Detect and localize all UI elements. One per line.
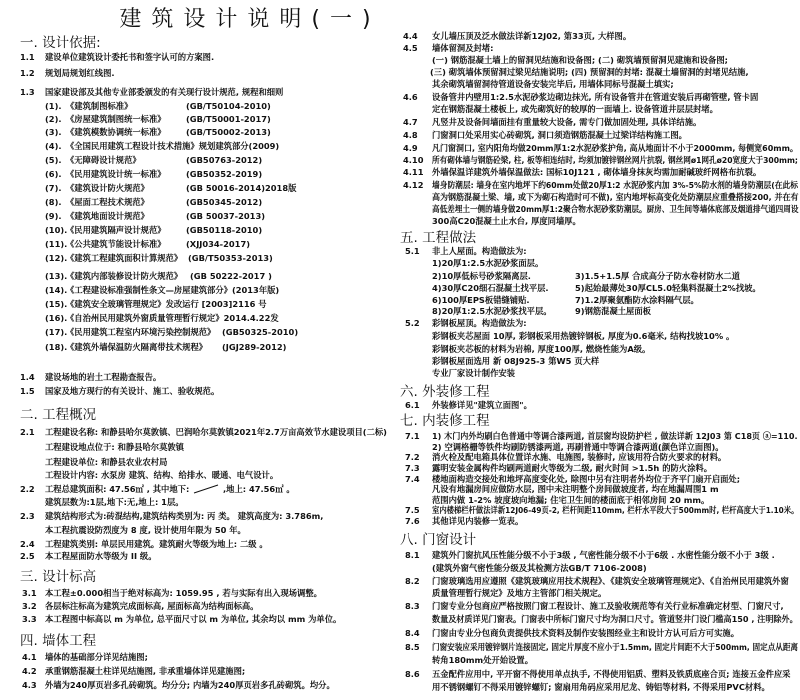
section-heading: 三. 设计标高 [20, 569, 97, 585]
page-title: 建筑设计说明(一) [119, 7, 381, 32]
item-text: 300高C20混凝土止水台, 厚度同墙厚。 [432, 216, 581, 226]
item-number: 7.5 [405, 505, 420, 515]
item-text: (一) 钢筋混凝土墙上的留洞见结施和设备图; (二) 砌筑墙预留洞见建施和设备图; [432, 55, 728, 65]
reference-code: (GB50118-2010) [186, 225, 263, 235]
section-heading: 二. 工程概况 [20, 407, 97, 423]
item-number: 4.11 [403, 167, 424, 177]
reference-number: (12). [45, 253, 68, 263]
item-text: 露明安装金属构件均刷两道耐火等级为二级, 耐火时间 >1.5h 的防火涂料。 [432, 463, 712, 473]
item-number: 3.3 [22, 614, 37, 624]
reference-name: 《公共建筑节能设计标准》 [66, 239, 166, 249]
item-text: (三) 砌筑墙体预留洞过梁见结施说明; (四) 预留洞的封堵: 混凝土墙留洞的封堵见结施, [430, 67, 749, 77]
item-text: 本工程抗震设防烈度为 8 度, 设计使用年限为 50 年。 [45, 525, 246, 535]
item-text: 门窗玻璃选用应遵照《建筑玻璃应用技术规程》、《建筑安全玻璃管理规定》、《自治州民用建筑外窗 [432, 576, 789, 586]
reference-name: 《自治州民用建筑外窗质量管理暂行规定》2014.4.22发 [66, 313, 279, 323]
section-heading: 一. 设计依据: [20, 35, 101, 51]
section-heading: 四. 墙体工程 [20, 633, 97, 649]
item-text: 高为钢筋混凝土梁、墙, 或下为砌石构造时可不做), 室内地坪标高变化处防潮层应重叠搭接200, 并在有 [432, 192, 799, 202]
item-text: 凡设有地漏房间应做防水层, 图中未注明整个房间做坡度者, 均在地漏周围1 m [432, 484, 719, 494]
item-number: 8.2 [405, 576, 420, 586]
reference-number: (5). [45, 155, 62, 165]
reference-code: (XJJ034-2017) [186, 239, 251, 249]
item-text: 室内楼梯栏杆做法详新12J06-49页-2, 栏杆间距110mm, 栏杆水平段大于500mm时, 栏杆高度大于1.10米。 [432, 505, 799, 515]
reference-name: 《民用建筑设计统一标准》 [66, 169, 166, 179]
item-number: 2.5 [20, 551, 35, 561]
reference-name: 《工程建设标准强制性条文—房屋建筑部分》(2013年版) [66, 285, 280, 295]
item-number: 4.3 [22, 680, 37, 690]
reference-number: (3). [45, 127, 62, 137]
item-number: 7.2 [405, 452, 420, 462]
item-number: 6.1 [405, 400, 420, 410]
item-text: 彩钢板夹芯板的材料为岩棉, 厚度100厚, 燃烧性能为A级。 [432, 344, 651, 354]
item-text: 数量及材质详见门窗表。门窗表中所标门窗尺寸均为洞口尺寸。管道竖井门设门槛高150 , 注明除外。 [432, 614, 798, 624]
reference-name: 《房屋建筑制图统一标准》 [66, 114, 166, 124]
reference-name: 《建筑模数协调统一标准》 [66, 127, 166, 137]
reference-code: (GB/T50002-2013) [186, 127, 271, 137]
item-text: 建筑结构形式为:砖混结构,建筑结构类别为: 丙 类。 建筑高度为: 3.786m, [45, 511, 324, 521]
reference-name: 《无障碍设计规范》 [66, 155, 141, 165]
reference-name: 《屋面工程技术规范》 [66, 197, 149, 207]
reference-number: (16). [45, 313, 68, 323]
item-text: (建筑外窗气密性能分级及其检测方法GB/T 7106-2008) [432, 563, 647, 573]
reference-name: 《建筑内部装修设计防火规范》 [66, 271, 183, 281]
reference-name: 《建筑安全玻璃管理规定》发改运行 [2003]2116 号 [66, 299, 267, 309]
item-text: 所有砌体墙与钢筋砼梁, 柱, 板等相连结时, 均须加镀锌钢丝网片抗裂, 钢丝网ø1网孔ø20宽度大于300mm; [432, 155, 798, 165]
item-text: 工程建设名称: 和静县哈尔莫敦镇、巴润哈尔莫敦镇2021年2.7万亩高效节水建设项目(二标) [45, 427, 387, 437]
reference-name: 《建筑制图标准》 [66, 101, 133, 111]
reference-number: (7). [45, 183, 62, 193]
item-number: 7.3 [405, 463, 420, 473]
construction-layer: 8)20厚1:2.5水泥砂浆找平层。 [432, 306, 552, 316]
item-text: 建设单位建筑设计委托书和签字认可的方案图. [45, 52, 215, 62]
item-text: 外装修详见"建筑立面图"。 [432, 400, 532, 410]
item-text: 规划局规划红线图. [45, 68, 115, 78]
item-number: 4.9 [403, 143, 418, 153]
item-number: 2.3 [20, 511, 35, 521]
item-number: 1.5 [20, 386, 35, 396]
none-slash-mark [193, 484, 219, 494]
item-text: 墙身防潮层: 墙身在室内地坪下约60mm处做20厚1:2 水泥砂浆内加 3%-5%防水剂的墙身防潮层(在此标 [432, 180, 798, 190]
item-text: 门窗专业分包商应严格按照门窗工程设计、施工及验收规范等有关行业标准确定材型、门窗尺寸, [432, 601, 784, 611]
reference-number: (17). [45, 327, 68, 337]
item-number: 1.4 [20, 372, 35, 382]
reference-number: (2). [45, 114, 62, 124]
item-number: 1.3 [20, 87, 35, 97]
reference-code: (GB50763-2012) [186, 155, 263, 165]
reference-code: (GB50325-2010) [222, 327, 299, 337]
reference-number: (11). [45, 239, 68, 249]
item-number: 8.5 [405, 642, 420, 652]
item-text: 1) 木门内外均刷白色普通中等调合漆两道, 首层窗均设防护栏 , 做法详新 12J03 第 C18页 ⓐ=110. [432, 431, 798, 441]
item-number: 2.2 [20, 484, 35, 494]
item-number: 4.12 [403, 180, 424, 190]
construction-layer: 7)1.2厚聚氨酯防水涂料隔气层。 [575, 295, 699, 305]
item-text: 门窗洞口处采用实心砖砌筑, 洞口须造钢筋混凝土过梁详结构施工图。 [432, 130, 687, 140]
reference-name: 《建筑设计防火规范》 [66, 183, 149, 193]
item-text: 范围内做 1-2% 坡度坡向地漏; 住宅卫生间的楼面底于相邻房间 20 mm。 [432, 495, 710, 505]
item-number: 3.2 [22, 601, 37, 611]
item-text: 建筑层数为:1层,地下:无,地上: 1层。 [45, 497, 184, 507]
item-number: 5.1 [405, 246, 420, 256]
item-text: 设备管井内壁用1:2.5水泥砂浆边砌边抹光, 所有设备管井在管道安装后再砌管壁, 管卡固 [432, 92, 759, 102]
item-text: 门窗由专业分包商负责提供技术资料及制作安装图经业主和设计方认可后方可实施。 [432, 628, 739, 638]
item-text: 高低差埋土一侧的墙身做20mm厚1:2聚合物水泥砂浆防潮层。厨房、卫生间等墙体底部及烟道排气道四周设 [432, 204, 799, 214]
item-text: 国家建设部及其他专业部委颁发的有关现行设计规范, 规程和细则 [45, 87, 284, 97]
item-number: 4.1 [22, 652, 37, 662]
construction-layer: 9)钢筋混凝土屋面板 [575, 306, 651, 316]
item-text: ,地上: 47.56㎡ 。 [223, 484, 295, 494]
item-text: 用不锈钢螺钉不得采用镀锌螺钉; 窗扇用角码应采用尼龙、铸铝等材料, 不得采用PVC材料。 [432, 682, 770, 692]
item-number: 2.1 [20, 427, 35, 437]
reference-name: 《建筑外墙保温防火隔离带技术规程》 [66, 342, 208, 352]
reference-name: 《民用建筑工程室内环境污染控制规范》 [66, 327, 216, 337]
item-text: 凡竖井及设备间墙面挂有重量较大设备, 需专门做加固处理, 具体详结施。 [432, 117, 702, 127]
item-text: 承重钢筋混凝土柱详见结施图, 非承重墙体详见建施图; [45, 666, 246, 676]
item-number: 4.6 [403, 92, 418, 102]
reference-number: (4). [45, 141, 62, 151]
reference-number: (14). [45, 285, 68, 295]
item-text: 转角180mm处开始设置。 [432, 655, 533, 665]
reference-code: (GB 50016-2014)2018版 [186, 183, 297, 193]
section-heading: 六. 外装修工程 [400, 384, 490, 400]
item-text: 建设场地的岩土工程勘查报告。 [45, 372, 162, 382]
item-text: 其余砌筑墙留洞待管道设备安装完毕后, 用墙体同标号混凝土填实; [432, 79, 674, 89]
reference-number: (15). [45, 299, 68, 309]
reference-code: (GB 50037-2013) [186, 211, 266, 221]
item-text: 工程总建筑面积: 47.56㎡ , 其中地下: [45, 484, 190, 494]
item-text: 彩钢板夹芯屋面 10厚, 彩钢板采用热镀锌钢板, 厚度为0.6毫米, 结构找坡10% 。 [432, 331, 735, 341]
item-number: 7.4 [405, 474, 420, 484]
item-text: 外墙为240厚页岩多孔砖砌筑。均分分; 内墙为240厚页岩多孔砖砌筑。均分。 [45, 680, 335, 690]
item-number: 4.8 [403, 130, 418, 140]
reference-number: (13). [45, 271, 68, 281]
item-text: 墙体的基础部分详见结施图; [45, 652, 148, 662]
item-text: 质量管理暂行规定》及地方主管部门相关规定。 [432, 588, 607, 598]
item-text: 本工程图中标高以 m 为单位, 总平面尺寸以 m 为单位, 其余均以 mm 为单位。 [45, 614, 342, 624]
item-text: 五金配件应用中, 平开窗不得使用单点执手, 不得使用铝质、塑料及铁质底座合页; 连接五金件应采 [432, 669, 791, 679]
construction-layer: 2)10厚低标号砂浆隔离层. [432, 271, 531, 281]
reference-code: (GB/T50001-2017) [186, 114, 271, 124]
reference-name: 《民用建筑隔声设计规范》 [66, 225, 166, 235]
reference-number: (6). [45, 169, 62, 179]
reference-name: 《建筑工程建筑面积计算规范》 [66, 253, 183, 263]
item-number: 8.1 [405, 550, 420, 560]
item-number: 4.7 [403, 117, 418, 127]
item-text: 楼地面构造交接处和地坪高度变化处, 除图中另有注明者外均位于齐平门扇开启面处; [432, 474, 741, 484]
reference-code: (GB50352-2019) [186, 169, 263, 179]
item-number: 5.2 [405, 318, 420, 328]
construction-layer: 4)30厚C20细石混凝土找平层. [432, 283, 549, 293]
item-number: 1.1 [20, 52, 35, 62]
item-text: 非上人屋面。构造做法为: [432, 246, 527, 256]
reference-number: (8). [45, 197, 62, 207]
item-number: 4.5 [403, 43, 418, 53]
item-text: 本工程屋面防水等级为 II 级。 [45, 551, 157, 561]
item-text: 建筑外门窗抗风压性能分级不小于3级 , 气密性能分级不小于6级 . 水密性能分级不小于 3级 . [432, 550, 775, 560]
item-number: 4.4 [403, 31, 418, 41]
reference-code: (GB 50222-2017 ) [190, 271, 272, 281]
reference-code: (GB/T50353-2013) [188, 253, 273, 263]
item-text: 工程建筑类别: 单层民用建筑。建筑耐火等级为地上: 二级 。 [45, 539, 268, 549]
reference-number: (9). [45, 211, 62, 221]
item-text: 专业厂家设计制作安装 [432, 368, 515, 378]
item-number: 7.6 [405, 516, 420, 526]
item-text: 消火栓及配电箱具体位置详水施、电施图, 装修时, 应该用符合防火要求的材料。 [432, 452, 727, 462]
item-text: 女儿墙压顶及泛水做法详新12J02, 第33页, 大样图。 [432, 31, 632, 41]
reference-code: (GB50345-2012) [186, 197, 263, 207]
construction-layer: 1)20厚1:2.5水泥砂浆面层。 [432, 258, 544, 268]
construction-layer: 5)起始最薄处30厚CL5.0轻集料混凝土2%找坡。 [575, 283, 761, 293]
item-number: 8.6 [405, 669, 420, 679]
reference-number: (10). [45, 225, 68, 235]
item-number: 2.4 [20, 539, 35, 549]
construction-layer: 6)100厚EPS板错缝铺贴. [432, 295, 530, 305]
section-heading: 八. 门窗设计 [400, 532, 477, 548]
item-text: 工程建设地点位于: 和静县哈尔莫敦镇 [45, 442, 184, 452]
section-heading: 五. 工程做法 [400, 230, 477, 246]
item-text: 本工程±0.000相当于绝对标高为: 1059.95 , 若与实际有出入现场调整。 [45, 588, 322, 598]
reference-name: 《全国民用建筑工程设计技术措施》规划建筑部分(2009) [66, 141, 280, 151]
item-text: 彩钢板屋面选用 新 08J925-3 第W5 页大样 [432, 356, 600, 366]
item-text: 其他详见内装修一览表。 [432, 516, 524, 526]
section-heading: 七. 内装修工程 [400, 413, 490, 429]
item-text: 2) 空调格栅等铁件均刷防锈漆两道, 再刷普通中等调合漆两道(颜色详立面图)。 [432, 442, 724, 452]
item-number: 1.2 [20, 68, 35, 78]
reference-number: (1). [45, 101, 62, 111]
reference-number: (18). [45, 342, 68, 352]
item-number: 7.1 [405, 431, 420, 441]
item-text: 工程建设单位: 和静县农业农村局 [45, 457, 168, 467]
item-number: 4.10 [403, 155, 424, 165]
item-number: 4.2 [22, 666, 37, 676]
construction-layer: 3)1.5+1.5厚 合成高分子防水卷材防水二道 [575, 271, 740, 281]
item-text: 定在钢筋混凝土楼板上, 或先砌筑好的较厚的一面墙上. 设备管道井层层封堵。 [432, 104, 718, 114]
item-number: 8.3 [405, 601, 420, 611]
item-text: 工程设计内容: 水泵房 建筑、结构、给排水、暖通、电气设计。 [45, 470, 279, 480]
item-text: 门窗安装应采用镀锌钢片连接固定, 固定片厚度不应小于1.5mm, 固定片间距不大于500mm, 固定点从距离 [432, 642, 799, 652]
item-number: 8.4 [405, 628, 420, 638]
reference-code: (GB/T50104-2010) [186, 101, 271, 111]
item-text: 彩钢板屋顶。构造做法为: [432, 318, 527, 328]
reference-name: 《建筑地面设计规范》 [66, 211, 149, 221]
item-text: 凡门窗洞口, 室内阳角均做20mm厚1:2水泥砂浆护角, 高从地面计不小于2000mm, 每侧宽60mm。 [432, 143, 798, 153]
item-text: 外墙保温详建筑外墙保温做法: 国标10J121 , 砌体墙身抹灰均需加耐碱玻纤网格布抗裂。 [432, 167, 762, 177]
item-text: 国家及地方现行的有关设计、施工、验收规范。 [45, 386, 220, 396]
item-text: 墙体留洞及封堵: [432, 43, 494, 53]
item-number: 3.1 [22, 588, 37, 598]
reference-code: (JGJ289-2012) [222, 342, 287, 352]
item-text: 各层标注标高为建筑完成面标高, 屋面标高为结构面标高。 [45, 601, 259, 611]
